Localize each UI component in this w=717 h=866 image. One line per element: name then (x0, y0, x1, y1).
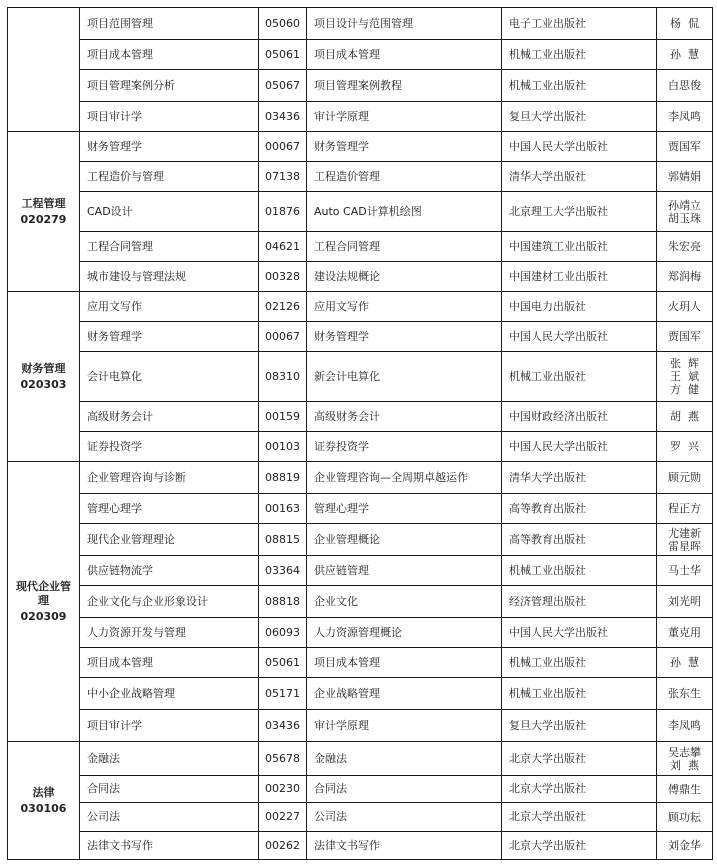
table-row (8, 556, 713, 586)
table-row (8, 618, 713, 648)
course-name-cell: 项目审计学 (80, 102, 259, 132)
author-name: 李凤鸣 (668, 719, 701, 732)
author-list (661, 17, 708, 30)
table-row (8, 432, 713, 462)
author-cell (657, 776, 713, 803)
major-name: 工程管理 (21, 196, 66, 210)
author-cell (657, 803, 713, 832)
table-row (8, 8, 713, 40)
textbook-cell: 工程合同管理 (307, 232, 502, 262)
course-code-cell: 03436 (259, 102, 307, 132)
textbook-cell: 企业战略管理 (307, 678, 502, 710)
table-row (8, 162, 713, 192)
course-name-cell: 工程合同管理 (80, 232, 259, 262)
table-row (8, 292, 713, 322)
publisher-cell: 电子工业出版社 (502, 8, 657, 40)
publisher-cell: 中国建材工业出版社 (502, 262, 657, 292)
author-cell (657, 162, 713, 192)
publisher-cell: 复旦大学出版社 (502, 102, 657, 132)
author-name: 董克用 (668, 626, 701, 639)
author-name: 刘光明 (668, 595, 701, 608)
course-code-cell: 03364 (259, 556, 307, 586)
table-row (8, 402, 713, 432)
author-list (661, 170, 708, 183)
publisher-cell: 高等教育出版社 (502, 494, 657, 524)
table-row (8, 192, 713, 232)
author-name: 张东生 (668, 687, 701, 700)
publisher-cell: 机械工业出版社 (502, 556, 657, 586)
course-name-cell: 合同法 (80, 776, 259, 803)
publisher-cell: 中国电力出版社 (502, 292, 657, 322)
author-cell (657, 462, 713, 494)
course-name-cell: 管理心理学 (80, 494, 259, 524)
author-name: 郭婧娟 (668, 170, 701, 183)
author-cell (657, 648, 713, 678)
author-cell (657, 586, 713, 618)
course-code-cell: 04621 (259, 232, 307, 262)
course-name-cell: 现代企业管理理论 (80, 524, 259, 556)
publisher-cell: 高等教育出版社 (502, 524, 657, 556)
table-row (8, 710, 713, 742)
course-name-cell: 企业管理咨询与诊断 (80, 462, 259, 494)
major-cell (8, 742, 80, 860)
author-name: 张 辉 (670, 357, 699, 370)
author-list (661, 330, 708, 343)
author-name: 贾国军 (668, 140, 701, 153)
course-name-cell: 财务管理学 (80, 132, 259, 162)
course-code-cell: 08310 (259, 352, 307, 402)
publisher-cell: 复旦大学出版社 (502, 710, 657, 742)
author-name: 杨 侃 (670, 17, 699, 30)
textbook-cell: 审计学原理 (307, 102, 502, 132)
course-name-cell: 项目成本管理 (80, 648, 259, 678)
author-list (661, 357, 708, 396)
author-list (661, 270, 708, 283)
author-cell (657, 556, 713, 586)
author-list (661, 502, 708, 515)
course-code-cell: 07138 (259, 162, 307, 192)
author-cell (657, 352, 713, 402)
course-name-cell: 财务管理学 (80, 322, 259, 352)
author-name: 罗 兴 (670, 440, 699, 453)
author-cell (657, 262, 713, 292)
major-code: 030106 (20, 801, 67, 815)
textbook-cell: 新会计电算化 (307, 352, 502, 402)
course-code-cell: 00328 (259, 262, 307, 292)
author-list (661, 783, 708, 796)
table-row (8, 803, 713, 832)
textbook-cell: 人力资源管理概论 (307, 618, 502, 648)
author-name: 马士华 (668, 564, 701, 577)
author-list (661, 595, 708, 608)
table-row (8, 70, 713, 102)
table-body (8, 8, 713, 860)
course-code-cell: 08819 (259, 462, 307, 494)
course-code-cell: 00262 (259, 832, 307, 860)
major-cell (8, 462, 80, 742)
publisher-cell: 清华大学出版社 (502, 162, 657, 192)
course-code-cell: 05061 (259, 648, 307, 678)
major-name: 现代企业管理 (16, 579, 71, 607)
course-name-cell: 法律文书写作 (80, 832, 259, 860)
course-name-cell: 金融法 (80, 742, 259, 776)
table-row (8, 678, 713, 710)
course-name-cell: 企业文化与企业形象设计 (80, 586, 259, 618)
author-cell (657, 402, 713, 432)
textbook-cell: 金融法 (307, 742, 502, 776)
table-row (8, 352, 713, 402)
author-list (661, 410, 708, 423)
textbook-cell: 项目管理案例教程 (307, 70, 502, 102)
course-name-cell: 公司法 (80, 803, 259, 832)
author-cell (657, 8, 713, 40)
course-code-cell: 00163 (259, 494, 307, 524)
author-cell (657, 742, 713, 776)
table-row (8, 262, 713, 292)
course-code-cell: 00067 (259, 322, 307, 352)
author-list (661, 240, 708, 253)
author-cell (657, 618, 713, 648)
table-row (8, 132, 713, 162)
course-name-cell: 项目范围管理 (80, 8, 259, 40)
major-name: 财务管理 (21, 361, 66, 375)
author-list (661, 79, 708, 92)
course-name-cell: 供应链物流学 (80, 556, 259, 586)
publisher-cell: 机械工业出版社 (502, 678, 657, 710)
major-cell (8, 8, 80, 132)
textbook-cell: 财务管理学 (307, 132, 502, 162)
author-cell (657, 70, 713, 102)
course-code-cell: 00067 (259, 132, 307, 162)
table-row (8, 742, 713, 776)
textbook-cell: 供应链管理 (307, 556, 502, 586)
author-name: 孙靖立 (668, 198, 701, 212)
publisher-cell: 机械工业出版社 (502, 70, 657, 102)
publisher-cell: 中国人民大学出版社 (502, 618, 657, 648)
author-cell (657, 132, 713, 162)
textbook-cell: 审计学原理 (307, 710, 502, 742)
course-code-cell: 05060 (259, 8, 307, 40)
author-list (661, 656, 708, 669)
author-list (661, 110, 708, 123)
table-row (8, 322, 713, 352)
course-code-cell: 00103 (259, 432, 307, 462)
major-code: 020303 (20, 377, 67, 391)
publisher-cell: 中国财政经济出版社 (502, 402, 657, 432)
course-code-cell: 08815 (259, 524, 307, 556)
course-name-cell: CAD设计 (80, 192, 259, 232)
textbook-cell: 应用文写作 (307, 292, 502, 322)
textbook-cell: 建设法规概论 (307, 262, 502, 292)
author-name: 贾国军 (668, 330, 701, 343)
author-name: 李凤鸣 (668, 110, 701, 123)
publisher-cell: 机械工业出版社 (502, 352, 657, 402)
textbook-cell: Auto CAD计算机绘图 (307, 192, 502, 232)
course-code-cell: 00159 (259, 402, 307, 432)
course-code-cell: 00227 (259, 803, 307, 832)
course-code-cell: 08818 (259, 586, 307, 618)
author-list (661, 719, 708, 732)
textbook-cell: 合同法 (307, 776, 502, 803)
course-code-cell: 05171 (259, 678, 307, 710)
course-code-cell: 02126 (259, 292, 307, 322)
author-cell (657, 494, 713, 524)
table-row (8, 102, 713, 132)
table-row (8, 648, 713, 678)
author-name: 雷星晖 (668, 539, 701, 553)
table-row (8, 462, 713, 494)
author-list (661, 140, 708, 153)
author-name: 朱宏亮 (668, 240, 701, 253)
publisher-cell: 北京大学出版社 (502, 742, 657, 776)
course-code-cell: 05061 (259, 40, 307, 70)
major-cell (8, 132, 80, 292)
course-textbook-table (7, 7, 713, 860)
author-name: 尤建新 (668, 526, 701, 540)
author-name: 刘 燕 (670, 758, 699, 772)
course-code-cell: 00230 (259, 776, 307, 803)
author-name: 顾元勋 (668, 471, 701, 484)
textbook-cell: 企业文化 (307, 586, 502, 618)
author-name: 郑润梅 (668, 270, 701, 283)
publisher-cell: 经济管理出版社 (502, 586, 657, 618)
author-list (661, 48, 708, 61)
author-cell (657, 292, 713, 322)
author-list (661, 300, 708, 313)
publisher-cell: 中国人民大学出版社 (502, 322, 657, 352)
author-list (661, 626, 708, 639)
publisher-cell: 清华大学出版社 (502, 462, 657, 494)
course-code-cell: 01876 (259, 192, 307, 232)
textbook-cell: 财务管理学 (307, 322, 502, 352)
textbook-cell: 项目设计与范围管理 (307, 8, 502, 40)
author-name: 刘金华 (668, 839, 701, 852)
publisher-cell: 中国人民大学出版社 (502, 132, 657, 162)
course-name-cell: 人力资源开发与管理 (80, 618, 259, 648)
author-name: 吴志攀 (668, 745, 701, 759)
major-code: 020309 (20, 609, 67, 623)
textbook-cell: 项目成本管理 (307, 648, 502, 678)
author-cell (657, 524, 713, 556)
textbook-cell: 企业管理概论 (307, 524, 502, 556)
textbook-cell: 企业管理咨询—全周期卓越运作 (307, 462, 502, 494)
author-list (661, 527, 708, 553)
author-cell (657, 322, 713, 352)
course-code-cell: 03436 (259, 710, 307, 742)
author-name: 孙 慧 (670, 48, 699, 61)
author-cell (657, 192, 713, 232)
author-cell (657, 710, 713, 742)
publisher-cell: 机械工业出版社 (502, 648, 657, 678)
author-name: 傅鼎生 (668, 782, 701, 796)
author-list (661, 440, 708, 453)
table-row (8, 232, 713, 262)
course-name-cell: 城市建设与管理法规 (80, 262, 259, 292)
publisher-cell: 北京大学出版社 (502, 776, 657, 803)
major-code: 020279 (20, 212, 67, 226)
publisher-cell: 北京理工大学出版社 (502, 192, 657, 232)
course-code-cell: 05678 (259, 742, 307, 776)
author-name: 程正方 (668, 502, 701, 515)
textbook-cell: 项目成本管理 (307, 40, 502, 70)
table-row (8, 832, 713, 860)
table-row (8, 494, 713, 524)
author-cell (657, 40, 713, 70)
author-list (661, 746, 708, 772)
textbook-cell: 法律文书写作 (307, 832, 502, 860)
major-cell (8, 292, 80, 462)
author-cell (657, 832, 713, 860)
textbook-cell: 管理心理学 (307, 494, 502, 524)
course-name-cell: 会计电算化 (80, 352, 259, 402)
author-list (661, 199, 708, 225)
table-row (8, 586, 713, 618)
publisher-cell: 北京大学出版社 (502, 832, 657, 860)
author-cell (657, 232, 713, 262)
textbook-cell: 工程造价管理 (307, 162, 502, 192)
textbook-cell: 高级财务会计 (307, 402, 502, 432)
author-name: 孙 慧 (670, 656, 699, 669)
table-row (8, 524, 713, 556)
publisher-cell: 机械工业出版社 (502, 40, 657, 70)
course-name-cell: 工程造价与管理 (80, 162, 259, 192)
author-list (661, 811, 708, 824)
author-name: 白思俊 (668, 79, 701, 92)
course-name-cell: 项目成本管理 (80, 40, 259, 70)
course-code-cell: 06093 (259, 618, 307, 648)
author-name: 顾功耘 (668, 810, 701, 824)
course-name-cell: 项目审计学 (80, 710, 259, 742)
author-list (661, 839, 708, 852)
author-cell (657, 432, 713, 462)
author-name: 火玥人 (668, 300, 701, 313)
course-name-cell: 项目管理案例分析 (80, 70, 259, 102)
major-name: 法律 (32, 785, 55, 799)
textbook-cell: 公司法 (307, 803, 502, 832)
table-row (8, 40, 713, 70)
course-code-cell: 05067 (259, 70, 307, 102)
publisher-cell: 中国建筑工业出版社 (502, 232, 657, 262)
publisher-cell: 北京大学出版社 (502, 803, 657, 832)
course-name-cell: 高级财务会计 (80, 402, 259, 432)
course-name-cell: 证券投资学 (80, 432, 259, 462)
author-name: 王 斌 (670, 370, 699, 383)
publisher-cell: 中国人民大学出版社 (502, 432, 657, 462)
author-name: 方 健 (670, 383, 699, 396)
course-name-cell: 应用文写作 (80, 292, 259, 322)
author-cell (657, 678, 713, 710)
author-list (661, 564, 708, 577)
textbook-cell: 证券投资学 (307, 432, 502, 462)
author-name: 胡玉珠 (668, 211, 701, 225)
author-name: 胡 燕 (670, 410, 699, 423)
author-cell (657, 102, 713, 132)
table-row (8, 776, 713, 803)
course-name-cell: 中小企业战略管理 (80, 678, 259, 710)
author-list (661, 687, 708, 700)
author-list (661, 471, 708, 484)
